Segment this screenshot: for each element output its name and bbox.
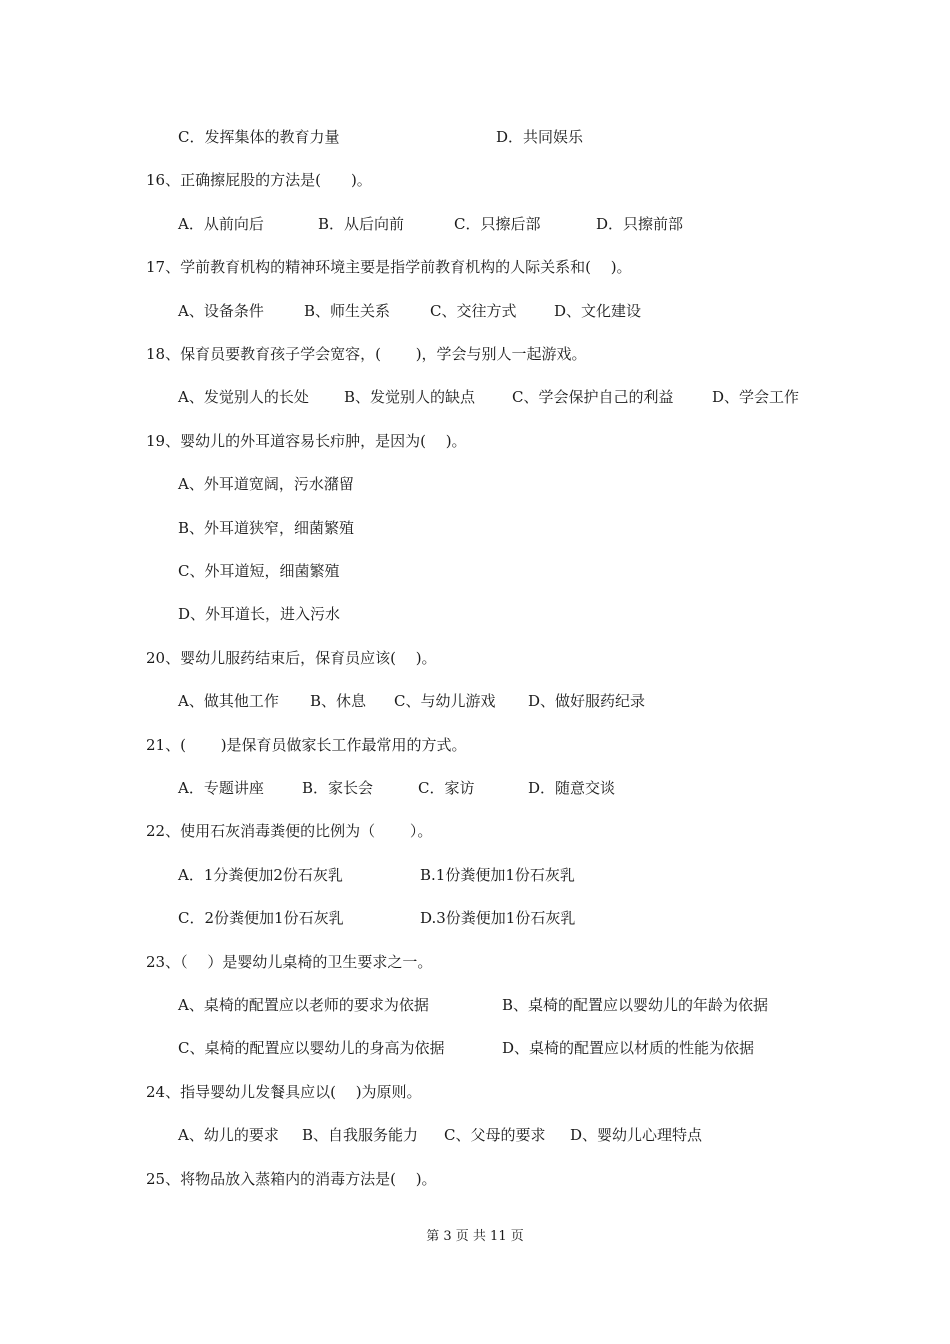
question-text: 19、婴幼儿的外耳道容易长疖肿，是因为( )。 <box>146 432 467 450</box>
question-text: 16、正确擦屁股的方法是( )。 <box>146 171 372 189</box>
option-text: D、外耳道长，进入污水 <box>178 605 341 623</box>
option-text: A、幼儿的要求 <box>178 1126 279 1144</box>
option-text: D.3份粪便加1份石灰乳 <box>420 909 576 927</box>
option-text: B.1份粪便加1份石灰乳 <box>420 866 575 884</box>
option-text: A．专题讲座 <box>178 779 264 797</box>
option-text: D．共同娱乐 <box>496 128 584 146</box>
option-text: B、发觉别人的缺点 <box>344 388 476 406</box>
option-text: C、桌椅的配置应以婴幼儿的身高为依据 <box>178 1039 445 1057</box>
question-text: 24、指导婴幼儿发餐具应以( )为原则。 <box>146 1083 422 1101</box>
option-text: A．从前向后 <box>178 215 264 233</box>
option-text: C．家访 <box>418 779 475 797</box>
question-text: 22、使用石灰消毒粪便的比例为（ ）。 <box>146 822 433 840</box>
option-text: A、外耳道宽阔，污水潴留 <box>178 475 354 493</box>
question-text: 25、将物品放入蒸箱内的消毒方法是( )。 <box>146 1170 437 1188</box>
page-footer: 第 3 页 共 11 页 <box>426 1229 524 1244</box>
option-text: B、外耳道狭窄，细菌繁殖 <box>178 519 355 537</box>
option-text: A．1分粪便加2份石灰乳 <box>178 866 343 884</box>
option-text: D．随意交谈 <box>528 779 616 797</box>
option-text: A、桌椅的配置应以老师的要求为依据 <box>178 996 429 1014</box>
option-text: D、学会工作 <box>712 388 800 406</box>
option-text: C、学会保护自己的利益 <box>512 388 674 406</box>
option-text: C．发挥集体的教育力量 <box>178 128 340 146</box>
option-text: B、师生关系 <box>304 302 391 320</box>
question-text: 17、学前教育机构的精神环境主要是指学前教育机构的人际关系和( )。 <box>146 258 632 276</box>
option-text: D．只擦前部 <box>596 215 684 233</box>
option-text: D、婴幼儿心理特点 <box>570 1126 703 1144</box>
option-text: C、外耳道短，细菌繁殖 <box>178 562 340 580</box>
option-text: C．只擦后部 <box>454 215 541 233</box>
option-text: C．2份粪便加1份石灰乳 <box>178 909 344 927</box>
question-text: 18、保育员要教育孩子学会宽容，( )，学会与别人一起游戏。 <box>146 345 587 363</box>
option-text: A、发觉别人的长处 <box>178 388 309 406</box>
option-text: D、文化建设 <box>554 302 642 320</box>
option-text: D、做好服药纪录 <box>528 692 646 710</box>
option-text: B、桌椅的配置应以婴幼儿的年龄为依据 <box>502 996 769 1014</box>
option-text: A、设备条件 <box>178 302 264 320</box>
option-text: B、自我服务能力 <box>302 1126 419 1144</box>
option-text: B．从后向前 <box>318 215 405 233</box>
option-text: D、桌椅的配置应以材质的性能为依据 <box>502 1039 755 1057</box>
question-text: 20、婴幼儿服药结束后，保育员应该( )。 <box>146 649 437 667</box>
question-text: 23、（ ）是婴幼儿桌椅的卫生要求之一。 <box>146 953 433 971</box>
question-text: 21、( )是保育员做家长工作最常用的方式。 <box>146 736 467 754</box>
option-text: B、休息 <box>310 692 367 710</box>
option-text: B．家长会 <box>302 779 374 797</box>
option-text: C、父母的要求 <box>444 1126 546 1144</box>
option-text: C、交往方式 <box>430 302 517 320</box>
option-text: A、做其他工作 <box>178 692 279 710</box>
option-text: C、与幼儿游戏 <box>394 692 496 710</box>
